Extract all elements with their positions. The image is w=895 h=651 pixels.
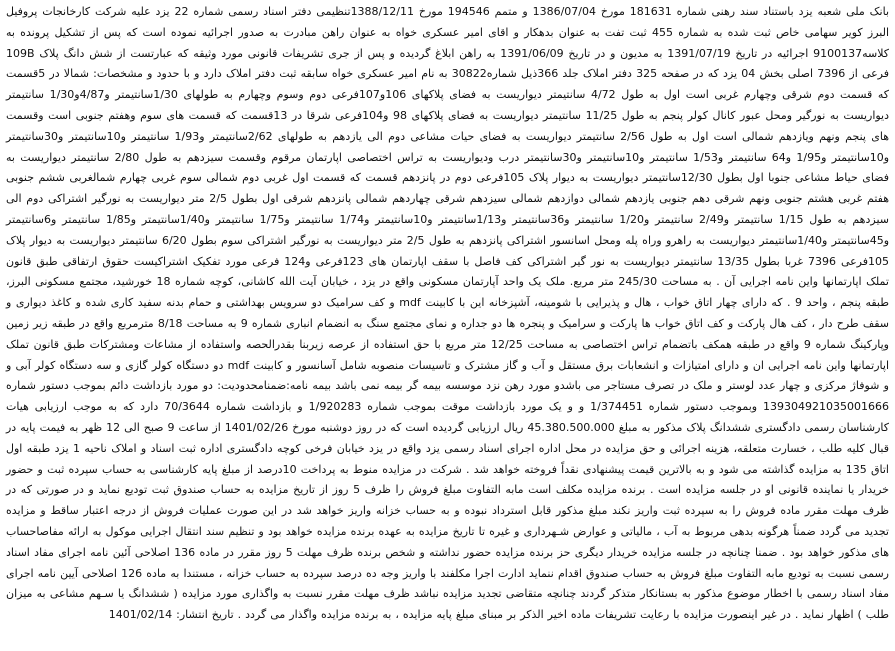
auction-notice-body: بانک ملی شعبه یزد باستناد سند رهنی شماره 181631 مورخ 1386/07/04 و متمم 194546 مورخ 1388/12/11تنظیمی دفتر اسناد رسمی شماره 22 یزد علیه شرکت کارخانجات پروفیل البرز کویر سهامی خاص ثبت شده به شماره 455 ثبت تفت به عنوان بدهکار و اقای امیر عسکری خواه به عنوان راهن مبادرت به صدور اجرائیه نموده است که پس از تشکیل پرونده به کلاسه9100137 اجرائیه در تاریخ 1391/07/19 به مدیون و در تاریخ 1391/06/09 به راهن ابلاغ گردیده و پس از جری تشریفات قانونی مورد وثیقه که عبارتست از شش دانگ پلاک 109B فرعی از 7396 اصلی بخش 04 یزد که در صفحه 325 دفتر املاک جلد 366ذیل شماره30822 به نام امیر عسکری خواه سابقه ثبت دفتر املاک دارد و با حدود و مشخصات: شمالا در 5قسمت که قسمت دوم شرقی وچهارم غربی است اول به طول 4/72 سانتیمتر دیواریست به فضای پلاکهای 106و107فرعی دوم وسوم وچهارم به طولهای 1/30سانتیمتر و4/87و1/30 سانتیمتر دیواریست به نورگیر ومحل عبور کانال کولر پنجم به طول 11/25 سانتیمتر دیواریست به فضای پلاکهای 98 و104فرعی شرقا در 13قسمت که قسمت های سوم وهفتم جنوبی است وقسمت های پنجم ونهم ویازدهم شمالی است اول به طول 2/56 سانتیمتر دیواریست به فضای حیات مشاعی دوم الی یازدهم به طولهای 2/62سانتیمتر و1/93 سانتیمتر و10سانتیمتر و30سانتیمتر و10سانتیمتر و1/95 و64 سانتیمتر و1/53 سانتیمتر و10سانتیمتر و30سانتیمتر درب ودیواریست به تراس اختصاصی اپارتمان مرقوم وقسمت سیزدهم به طول 2/80 سانتیمتر دیواریست به فضای حیاط مشاعی جنوبا اول بطول 12/30سانتیمتر دیواریست به دیوار پلاک 105فرعی دوم در پانزدهم قسمت که قسمت اول غربی دوم شمالی سوم غربی چهارم شمالغربی ششم جنوبی هفتم غربی هشتم جنوبی ونهم شرقی دهم جنوبی یازدهم شمالی دوازدهم شمالی سیزدهم شرقی چهاردهم شمالی پانزدهم شرقی اول بطول 2/5 متر دیواریست به نورگیر اشتراکی دوم الی سیزدهم به طول 1/15 سانتیمتر و2/49 سانتیمتر و1/20 سانتیمتر و36سانتیمتر و1/13سانتیمتر و10سانتیمتر و1/74 سانتیمتر و1/75 سانتیمتر و1/40سانتیمتر و1/85 سانتیمتر و6سانتیمتر و45سانتیمتر و1/40سانتیمتر دیواریست به راهرو وراه پله ومحل اسانسور اشتراکی پانزدهم به طول 2/5 متر دیواریست به نورگیر اشتراکی سوم بطول 6/20 سانتیمتر دیواریست به دیوار پلاک 105فرعی 7396 غربا بطول 13/35 سانتیمتر دیواریست به نور گیر اشتراکی کف فاصل با سقف اپارتمان های 123فرعی و124 فرعی مورد تفکیک اشتراکیست حقوق ارتفاقی طبق قانون تملک اپارتمانها واین نامه اجرایی آن . به مساحت 245/30 متر مربع. ملک یک واحد آپارتمان مسکونی واقع در یزد ، خیابان آیت الله کاشانی، کوچه شماره 18 خورشید، مجتمع مسکونی البرز، طبقه پنجم ، واحد 9 . که دارای چهار اتاق خواب ، هال و پذیرایی با شومینه، آشپزخانه این با کابینت mdf و کف سرامیک دو سرویس بهداشتی و حمام بدنه سفید کاری شده و کاغذ دیواری و سقف طرح دار ، کف هال پارکت و کف اتاق خواب ها پارکت و سرامیک و پنجره ها دو جداره و نمای مجتمع سنگ به انضمام انباری شماره 9 به مساحت 8/18 مترمربع واقع در طبقه زیر زمین وپارکینگ شماره 9 واقع در طبقه همکف باتضمام تراس اختصاصی به مساحت 12/25 متر مربع با حق استفاده از عرصه زیربنا بقدرالحصه واستفاده از مشاعات ومشترکات طبق قانون تملک اپارتمانها واین نامه اجرایی ان و دارای امتیازات و انشعابات برق مستقل و آب و گاز مشترک و تاسیسات منصوبه شامل آسانسور و کابینت mdf دو دستگاه کولر گازی و سه دستگاه کولر آبی و و شوفاژ مرکزی و چهار عدد لوستر و ملک در تصرف مستاجر می باشدو مورد رهن نزد موسسه بیمه گر بیمه نمی باشد بیمه نامه:ضمنامحدودیت: دو مورد بازداشت دائم بموجب دستور شماره 13930492103500​1666 وبموجب دستور شماره 1/374451 و و یک مورد بازداشت موقت بموجب شماره 1/920283 و بازداشت شماره 70/3644 دارد که به موجب ارزیابی هیات کارشناسان رسمی دادگستری ششدانگ پلاک مذکور به مبلغ 45.380.500.000 ریال ارزیابی گردیده است که در روز دوشنبه مورخ 1401/02/26 از ساعت 9 صبح الی 12 ظهر به فیمت پایه در قبال کلیه طلب ، خسارت متعلقه، هزینه اجرائی و حق مزایده در محل اداره اجرای اسناد رسمی یزد واقع در یزد خیابان فرخی کوچه دادگستری اداره ثبت اسناد و املاک ناحیه 1 یزد طبقه اول اتاق 135 به مزایده گذاشته می شود و به بالاترین قیمت پیشنهادی نقداً فروخته خواهد شد . شرکت در مزایده منوط به پرداخت 10درصد از مبلغ پایه کارشناسی به حساب سپرده ثبت و حضور خریدار یا نماینده قانونی او در جلسه مزایده است . برنده مزایده مکلف است مابه التفاوت مبلغ فروش را ظرف 5 روز از تاریخ مزایده به حساب صندوق ثبت توديع نماید و در صورتی که در ظرف مهلت مقرر ماده فروش را به سپرده ثبت واریز نکند مبلغ مذکور قابل استرداد نبوده و به حساب خزانه واریز خواهد شد در این صورت عملیات فروش از درجه اعتبار ساقط و مزایده تجدید می گردد ضمناً هرگونه بدهی مربوط به آب ، مالیاتی و عوارض شـهرداری و غیره تا تاریخ مزایده به عهده برنده مزایده خواهد بود و تنظیم سند انتقال اجرایی موکول به ارائه مفاصاحساب های مذکور خواهد بود . ضمنا چنانچه در جلسه مزایده خریدار دیگری حز برنده مزایده حضور نداشته و شخص برنده ظرف مهلت 5 روز مقرر در ماده 136 اصلاحی آئین نامه اجرای مفاد اسناد رسمی نسبت به توديع مابه التفاوت مبلغ فروش به حساب صندوق اقدام ننماید ادارت اجرا مکلفند با واریز وجه ده درصد سپرده به حساب خزانه ، مستندا به ماده 126 اصلاحی آیین نامه اجرای مفاد اسناد رسمی با اخطار موضوع مذکور به بستانکار متذکر گردند چنانچه متقاضی تجدید مزایده نباشد ظرف مهلت مقرر نسبت به واگذاری مورد مزایده ( ششدانگ یا سـهم مشاعی به میزان طلب ) اظهار نماید . در غیر اینصورت مزایده با رعایت تشریفات ماده اخیر الذکر بر مبنای مبلغ پایه مزایده ، به برنده مزایده واگذار می گردد . تاریخ انتشار: 1401/02/14 [6,5,890,622]
